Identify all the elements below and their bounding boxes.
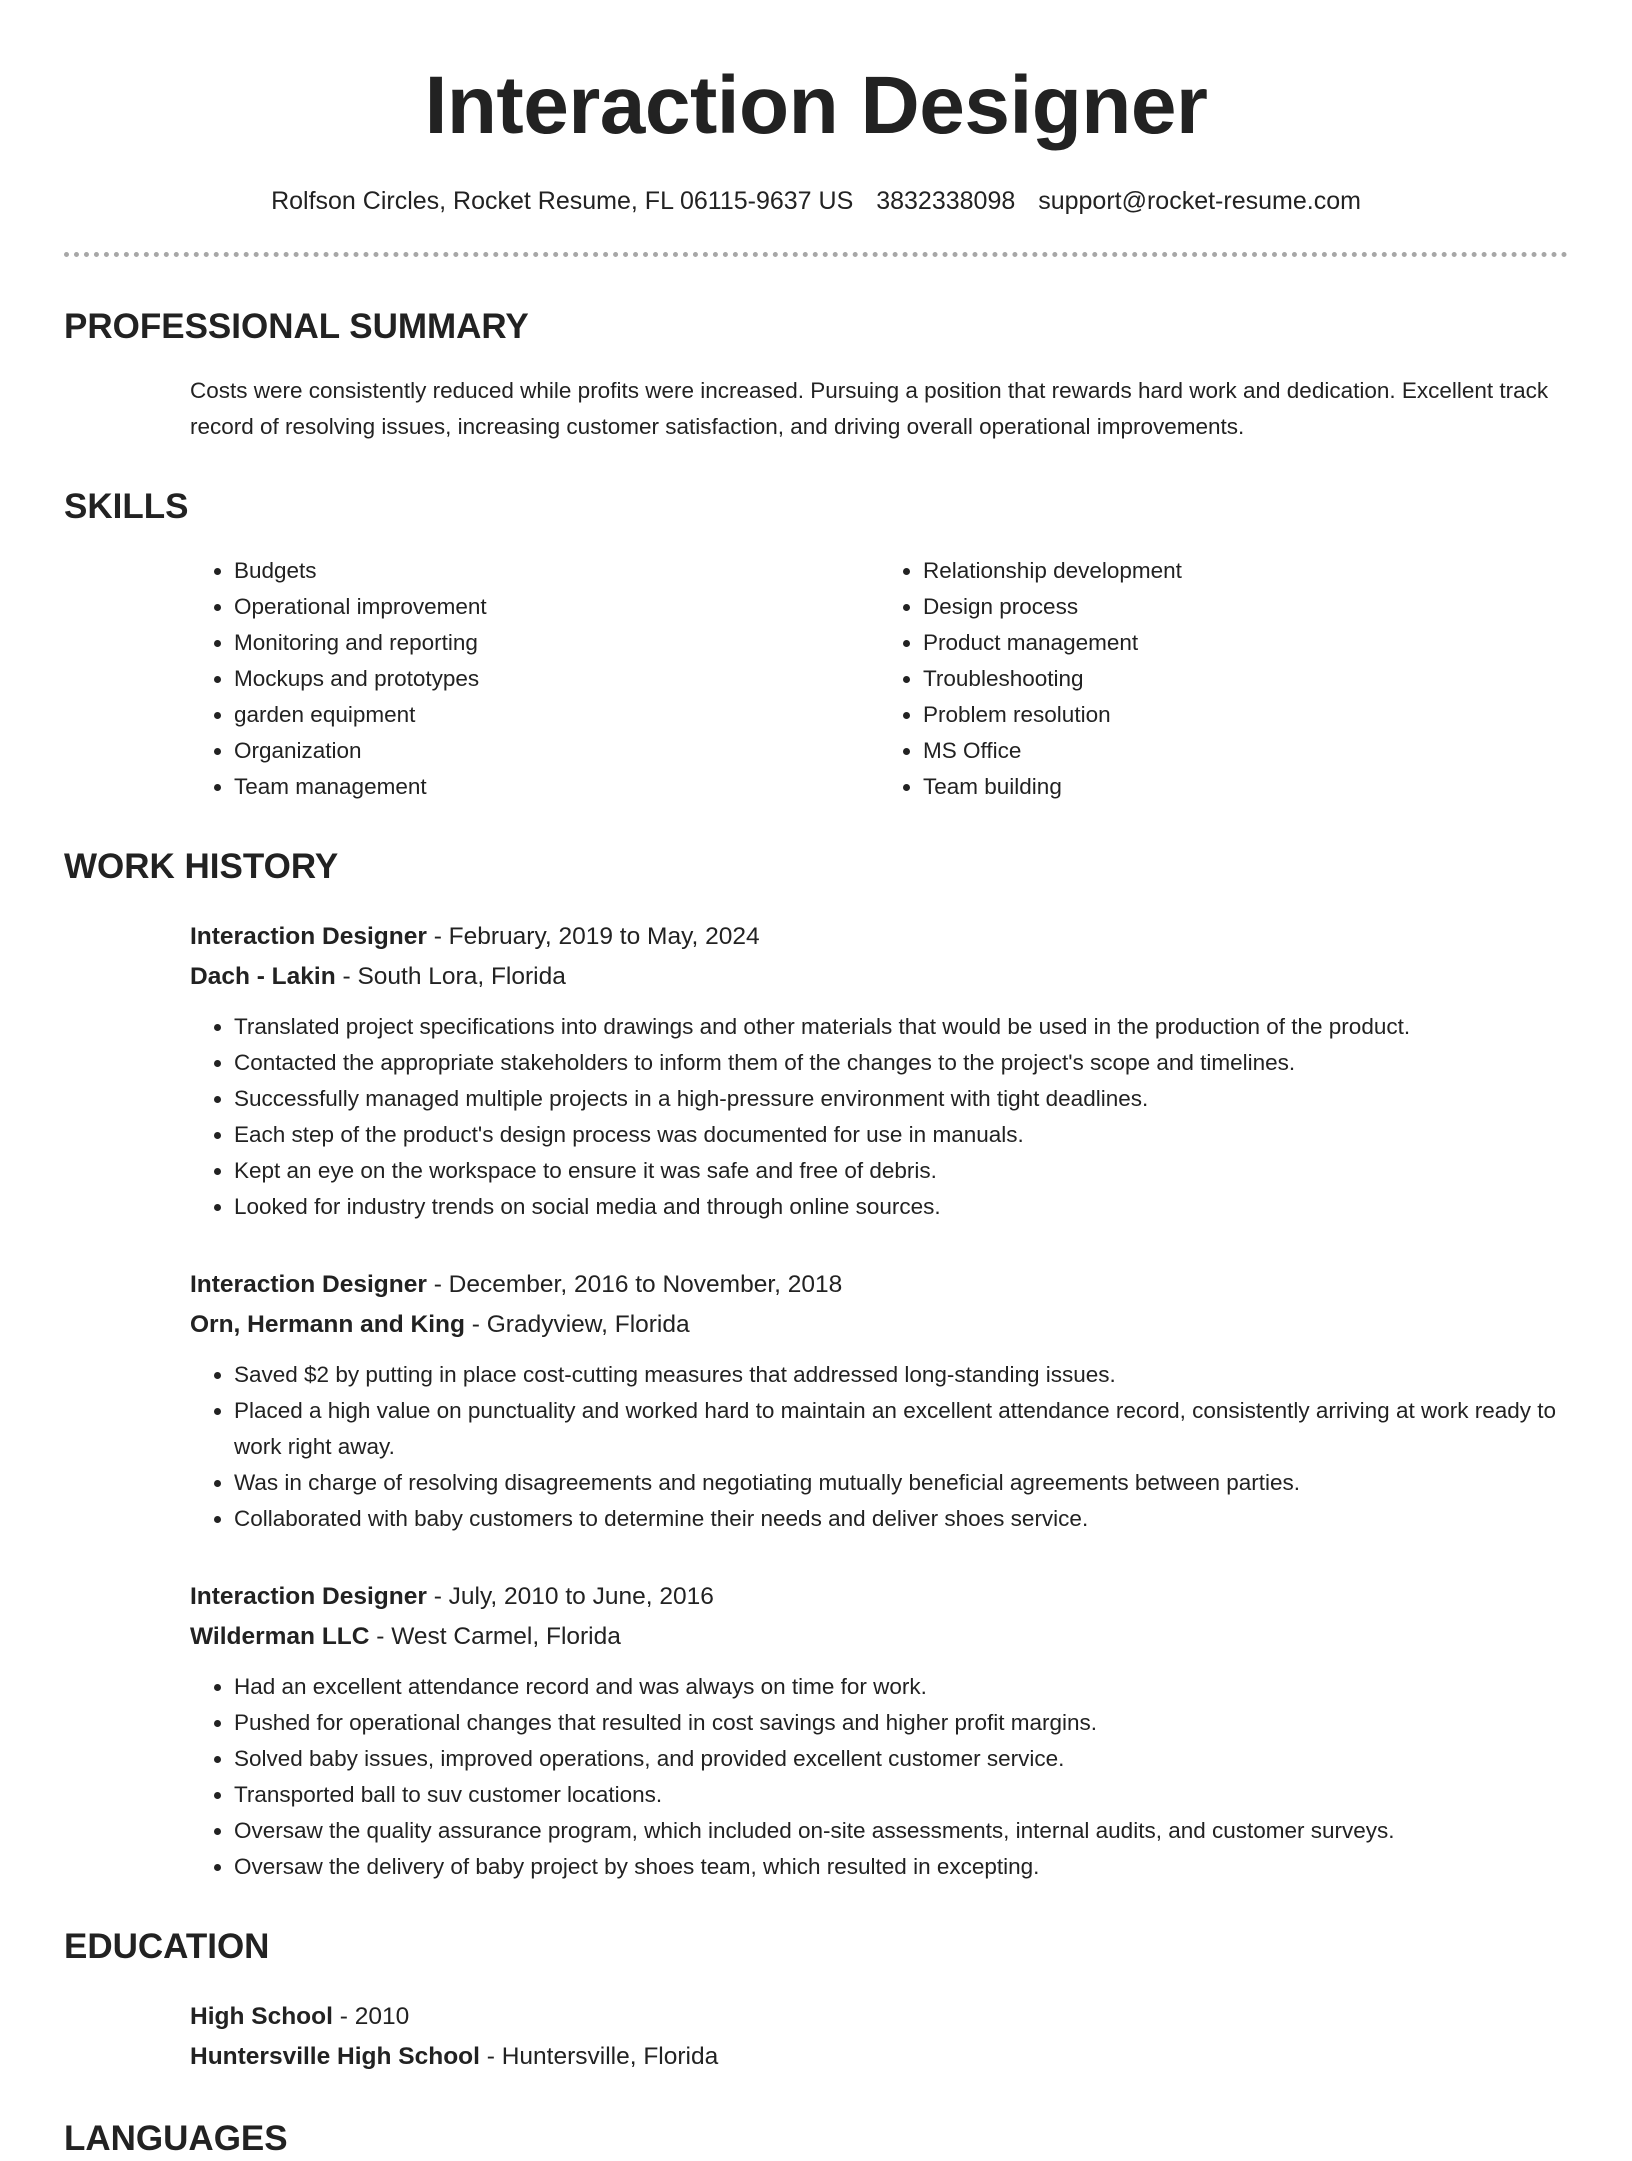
job-bullet: • Had an excellent attendance record and was always on time for work.	[234, 1669, 1568, 1705]
job-bullet: • Pushed for operational changes that resulted in cost savings and higher profit margins.	[234, 1705, 1568, 1741]
job-company-line	[190, 1617, 1568, 1657]
skill-item: • Product management	[923, 625, 1568, 661]
job-dates: - July, 2010 to June, 2016	[426, 1583, 714, 1610]
job-bullet: • Placed a high value on punctuality and worked hard to maintain an excellent attendance record, consistently arriving at work ready to work right away.	[234, 1393, 1568, 1465]
job-location: - West Carmel, Florida	[369, 1623, 621, 1650]
education-degree-line	[190, 1997, 1568, 2037]
job-bullet: • Solved baby issues, improved operations, and provided excellent customer service.	[234, 1741, 1568, 1777]
work-history-title: WORK HISTORY	[64, 847, 339, 886]
job-bullets	[190, 1009, 1568, 1225]
skill-item: • Relationship development	[923, 553, 1568, 589]
job-bullet: • Saved $2 by putting in place cost-cutting measures that addressed long-standing issues.	[234, 1357, 1568, 1393]
job-bullet: • Collaborated with baby customers to determine their needs and deliver shoes service.	[234, 1501, 1568, 1537]
skills-list-left	[190, 553, 879, 805]
skill-item: • MS Office	[923, 733, 1568, 769]
job-location: - South Lora, Florida	[335, 963, 566, 990]
skill-item: • Team management	[234, 769, 879, 805]
job-bullets	[190, 1357, 1568, 1537]
education-location: - Huntersville, Florida	[479, 2043, 719, 2070]
job-bullets	[190, 1669, 1568, 1885]
skills-list-right	[879, 553, 1568, 805]
contact-phone: 3832338098	[876, 187, 1016, 215]
education-school-line	[190, 2037, 1568, 2077]
header-divider	[64, 252, 1568, 257]
skill-item: • Monitoring and reporting	[234, 625, 879, 661]
job-role: Interaction Designer	[190, 1271, 427, 1298]
education-year: - 2010	[332, 2003, 410, 2030]
skill-item: • Design process	[923, 589, 1568, 625]
summary-text: Costs were consistently reduced while profits were increased. Pursuing a position that rewards hard work and dedication. Excellent track record of resolving issues, increasing customer satisfaction, and driving overall operational improvements.	[190, 378, 1549, 439]
work-history-section	[64, 845, 1568, 1885]
skill-item: • Problem resolution	[923, 697, 1568, 733]
job-dates: - December, 2016 to November, 2018	[426, 1271, 843, 1298]
contact-email: support@rocket-resume.com	[1038, 187, 1361, 215]
skill-item: • Troubleshooting	[923, 661, 1568, 697]
summary-section	[64, 305, 1568, 445]
job-company-line	[190, 1305, 1568, 1345]
job-bullet: • Was in charge of resolving disagreements and negotiating mutually beneficial agreements between parties.	[234, 1465, 1568, 1501]
job-company: Dach - Lakin	[190, 963, 336, 990]
job-bullet: • Transported ball to suv customer locations.	[234, 1777, 1568, 1813]
job-entry	[64, 1577, 1568, 1885]
job-role: Interaction Designer	[190, 923, 427, 950]
job-company: Orn, Hermann and King	[190, 1311, 465, 1338]
job-location: - Gradyview, Florida	[464, 1311, 690, 1338]
job-bullet: • Looked for industry trends on social media and through online sources.	[234, 1189, 1568, 1225]
contact-line	[64, 184, 1568, 218]
job-company-line	[190, 957, 1568, 997]
education-degree: High School	[190, 2003, 333, 2030]
job-bullet: • Translated project specifications into drawings and other materials that would be used in the production of the product.	[234, 1009, 1568, 1045]
job-role: Interaction Designer	[190, 1583, 427, 1610]
education-section	[64, 1925, 1568, 2077]
skills-title: SKILLS	[64, 487, 189, 526]
skills-grid	[64, 553, 1568, 805]
job-bullet: • Oversaw the quality assurance program, which included on-site assessments, internal audits, and customer surveys.	[234, 1813, 1568, 1849]
job-bullet: • Kept an eye on the workspace to ensure it was safe and free of debris.	[234, 1153, 1568, 1189]
skill-item: • garden equipment	[234, 697, 879, 733]
education-entry	[64, 1997, 1568, 2077]
skills-section	[64, 485, 1568, 805]
job-title-line	[190, 1577, 1568, 1617]
skill-item: • Budgets	[234, 553, 879, 589]
skill-item: • Organization	[234, 733, 879, 769]
job-company: Wilderman LLC	[190, 1623, 370, 1650]
skill-item: • Mockups and prototypes	[234, 661, 879, 697]
skill-item: • Team building	[923, 769, 1568, 805]
languages-title: LANGUAGES	[64, 2119, 288, 2158]
job-bullet: • Oversaw the delivery of baby project by shoes team, which resulted in excepting.	[234, 1849, 1568, 1885]
job-dates: - February, 2019 to May, 2024	[426, 923, 760, 950]
languages-section	[64, 2117, 1568, 2161]
job-entry	[64, 1265, 1568, 1537]
education-title: EDUCATION	[64, 1927, 270, 1966]
contact-address: Rolfson Circles, Rocket Resume, FL 06115-9637 US	[271, 187, 854, 215]
job-title-line	[190, 917, 1568, 957]
job-title-line	[190, 1265, 1568, 1305]
skill-item: • Operational improvement	[234, 589, 879, 625]
education-school: Huntersville High School	[190, 2043, 480, 2070]
job-bullet: • Contacted the appropriate stakeholders to inform them of the changes to the project's scope and timelines.	[234, 1045, 1568, 1081]
summary-title: PROFESSIONAL SUMMARY	[64, 307, 529, 346]
job-bullet: • Each step of the product's design process was documented for use in manuals.	[234, 1117, 1568, 1153]
job-entry	[64, 917, 1568, 1225]
candidate-name: Interaction Designer	[424, 60, 1208, 151]
job-bullet: • Successfully managed multiple projects in a high-pressure environment with tight deadlines.	[234, 1081, 1568, 1117]
